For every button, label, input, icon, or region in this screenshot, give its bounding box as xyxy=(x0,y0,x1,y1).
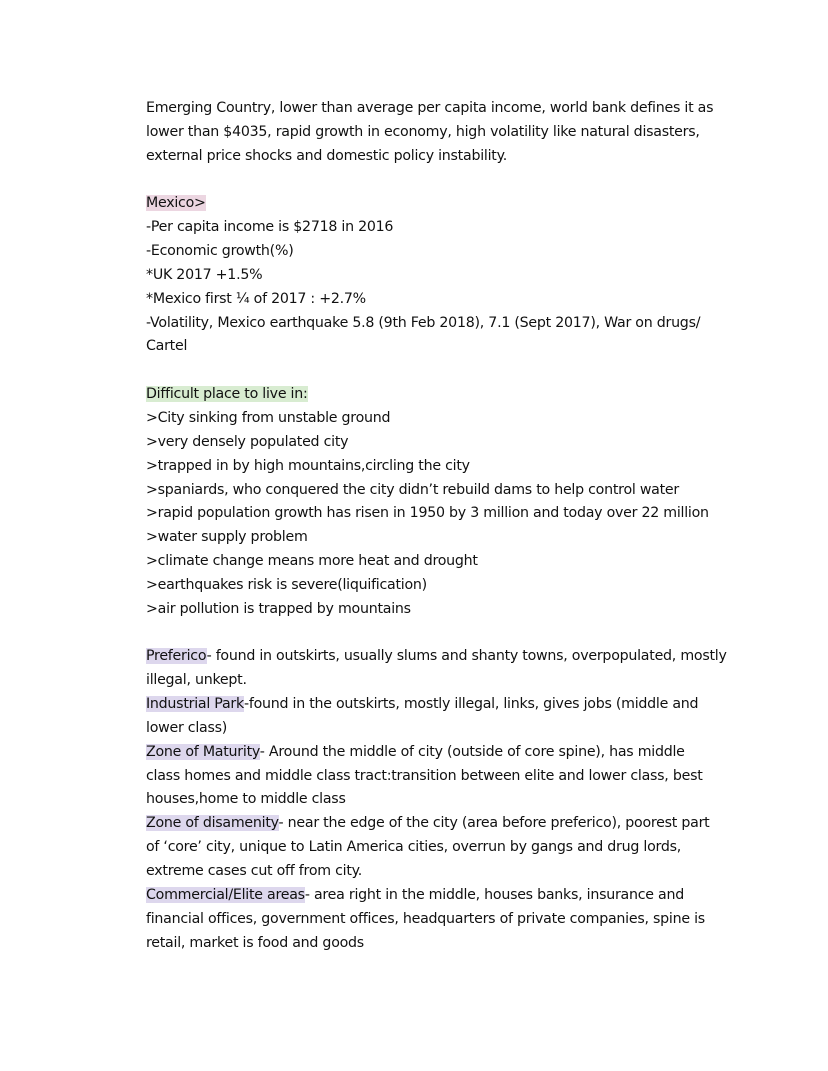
text-line: lower than $4035, rapid growth in economy, high volatility like natural disasters, xyxy=(146,123,700,140)
text-line: >rapid population growth has risen in 1950 by 3 million and today over 22 million xyxy=(146,505,709,522)
text-line: of ‘core’ city, unique to Latin America cities, overrun by gangs and drug lords, xyxy=(146,839,681,856)
zone-term: Zone of disamenity xyxy=(146,815,279,832)
text-line: >climate change means more heat and drought xyxy=(146,553,478,570)
mexico-heading: Mexico> xyxy=(146,195,206,212)
text-line: illegal, unkept. xyxy=(146,672,247,689)
text-line: >earthquakes risk is severe(liquification) xyxy=(146,576,427,593)
text-line: lower class) xyxy=(146,719,228,736)
text-line: >very densely populated city xyxy=(146,433,349,450)
text-line: extreme cases cut off from city. xyxy=(146,863,363,879)
text-line: -Per capita income is $2718 in 2016 xyxy=(146,219,394,236)
zone-description: - near the edge of the city (area before preferico), poorest part xyxy=(278,815,710,832)
text-line: Cartel xyxy=(146,338,188,355)
text-line: -Economic growth(%) xyxy=(146,243,294,260)
zone-term: Industrial Park xyxy=(146,696,244,713)
zone-term: Commercial/Elite areas xyxy=(146,886,305,903)
zone-description: -found in the outskirts, mostly illegal, links, gives jobs (middle and xyxy=(243,696,699,713)
zone-description: - found in outskirts, usually slums and shanty towns, overpopulated, mostly xyxy=(206,648,727,665)
zone-term: Preferico xyxy=(146,648,207,665)
difficult-section xyxy=(146,383,766,621)
text-line: >trapped in by high mountains,circling the city xyxy=(146,457,470,474)
text-line: Emerging Country, lower than average per capita income, world bank defines it as xyxy=(146,100,714,116)
zone-description: - Around the middle of city (outside of core spine), has middle xyxy=(259,743,685,760)
document-page xyxy=(146,97,766,955)
text-line: retail, market is food and goods xyxy=(146,934,364,951)
zone-description: - area right in the middle, houses banks, insurance and xyxy=(304,886,684,903)
text-line: >City sinking from unstable ground xyxy=(146,409,391,426)
text-line: houses,home to middle class xyxy=(146,791,346,808)
text-line: >air pollution is trapped by mountains xyxy=(146,600,411,617)
zone-term: Zone of Maturity xyxy=(146,743,260,760)
zones-section xyxy=(146,645,766,955)
intro-paragraph xyxy=(146,97,766,169)
text-line: financial offices, government offices, headquarters of private companies, spine is xyxy=(146,910,705,927)
text-line: *Mexico first ¼ of 2017 : +2.7% xyxy=(146,290,366,307)
text-line: >water supply problem xyxy=(146,529,308,546)
text-line: *UK 2017 +1.5% xyxy=(146,266,263,283)
text-line: external price shocks and domestic policy instability. xyxy=(146,147,507,164)
difficult-heading: Difficult place to live in: xyxy=(146,386,308,403)
text-line: class homes and middle class tract:transition between elite and lower class, best xyxy=(146,767,703,784)
mexico-section xyxy=(146,192,766,359)
text-line: -Volatility, Mexico earthquake 5.8 (9th Feb 2018), 7.1 (Sept 2017), War on drugs/ xyxy=(146,314,701,331)
text-line: >spaniards, who conquered the city didn’t rebuild dams to help control water xyxy=(146,481,679,498)
